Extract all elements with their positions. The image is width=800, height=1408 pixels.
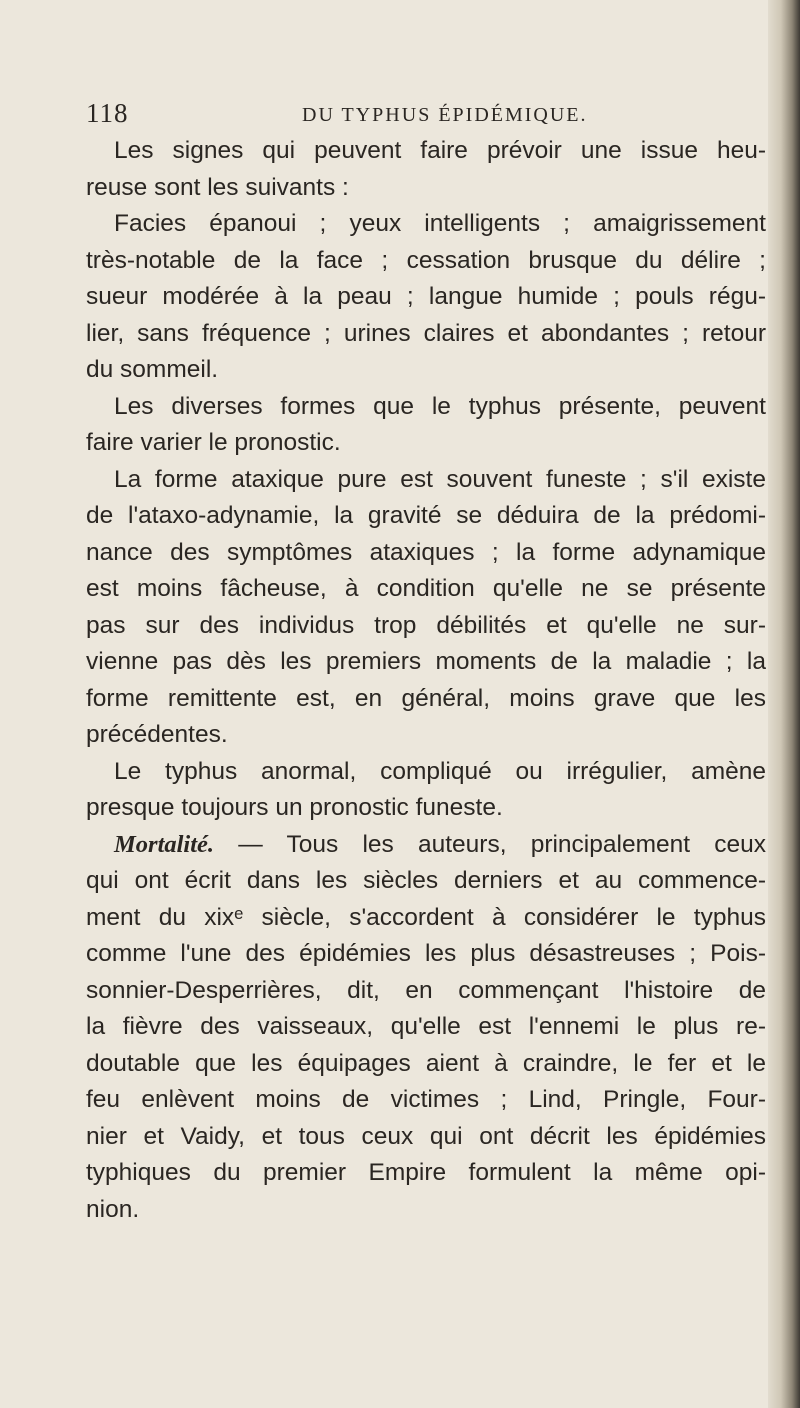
text-line-content: comme l'une des épidémies les plus désastreuses ; Pois-: [86, 940, 766, 967]
text-line: [86, 425, 766, 462]
text-line: [86, 206, 766, 243]
text-line: [86, 170, 766, 207]
text-line: [86, 133, 766, 170]
text-line: [86, 498, 766, 535]
text-line-content: nion.: [86, 1195, 140, 1223]
text-line: [86, 316, 766, 353]
text-line-content: de l'ataxo-adynamie, la gravité se déduira de la prédomi-: [86, 502, 766, 529]
page-header: [86, 98, 766, 138]
text-line: [86, 754, 766, 791]
text-line-content: Les signes qui peuvent faire prévoir une issue heu-: [114, 137, 766, 164]
text-line: [86, 1155, 766, 1192]
text-line-content: La forme ataxique pure est souvent funeste ; s'il existe: [114, 465, 766, 493]
text-line: [86, 389, 766, 426]
text-line-content: faire varier le pronostic.: [86, 429, 341, 456]
text-line-content: reuse sont les suivants :: [86, 173, 349, 201]
text-line: [86, 535, 766, 572]
text-line-content: vienne pas dès les premiers moments de la maladie ; la: [86, 648, 766, 675]
text-line-content: sonnier-Desperrières, dit, en commençant l'histoire de: [86, 976, 766, 1004]
running-head: DU TYPHUS ÉPIDÉMIQUE.: [302, 104, 588, 126]
text-line-content: ment du xixᵉ siècle, s'accordent à considérer le typhus: [86, 903, 766, 931]
text-line-content: — Tous les auteurs, principalement ceux: [214, 830, 766, 858]
text-line: [86, 790, 766, 827]
text-line-content: pas sur des individus trop débilités et qu'elle ne sur-: [86, 611, 766, 639]
text-line-content: feu enlèvent moins de victimes ; Lind, Pringle, Four-: [86, 1086, 766, 1113]
text-line: [86, 352, 766, 389]
text-line-content: sueur modérée à la peau ; langue humide ; pouls régu-: [86, 283, 766, 310]
text-line-content: qui ont écrit dans les siècles derniers et au commence-: [86, 867, 766, 894]
page-number: 118: [86, 98, 129, 128]
text-line-content: précédentes.: [86, 721, 228, 748]
text-line-content: Les diverses formes que le typhus présente, peuvent: [114, 392, 766, 420]
text-line: [86, 863, 766, 900]
text-line-content: Facies épanoui ; yeux intelligents ; amaigrissement: [114, 210, 766, 237]
text-line-content: Le typhus anormal, compliqué ou irrégulier, amène: [114, 757, 766, 785]
section-heading: Mortalité.: [114, 830, 215, 858]
text-line: [86, 462, 766, 499]
text-line: [86, 1082, 766, 1119]
text-line: [86, 681, 766, 718]
text-line: [86, 571, 766, 608]
text-line: [86, 1046, 766, 1083]
text-line: [86, 717, 766, 754]
book-spine-shadow: [768, 0, 800, 1408]
text-line: [86, 1119, 766, 1156]
text-line: [86, 644, 766, 681]
text-line-content: presque toujours un pronostic funeste.: [86, 794, 503, 821]
text-line-content: du sommeil.: [86, 356, 219, 383]
text-line-content: très-notable de la face ; cessation brusque du délire ;: [86, 246, 766, 274]
text-line: [86, 1009, 766, 1046]
text-line: [86, 1192, 766, 1229]
text-line-content: typhiques du premier Empire formulent la même opi-: [86, 1159, 766, 1186]
text-line: [86, 243, 766, 280]
text-line: [86, 608, 766, 645]
text-line-content: lier, sans fréquence ; urines claires et abondantes ; retour: [86, 319, 766, 347]
text-line-content: est moins fâcheuse, à condition qu'elle ne se présente: [86, 575, 766, 602]
text-line: [86, 827, 766, 864]
text-line-content: forme remittente est, en général, moins grave que les: [86, 684, 766, 712]
text-line: [86, 279, 766, 316]
text-line-content: doutable que les équipages aient à craindre, le fer et le: [86, 1049, 766, 1077]
text-line: [86, 973, 766, 1010]
text-line: [86, 900, 766, 937]
text-line: [86, 936, 766, 973]
body-text: [86, 133, 766, 1228]
text-line-content: nier et Vaidy, et tous ceux qui ont décrit les épidémies: [86, 1122, 766, 1150]
text-line-content: nance des symptômes ataxiques ; la forme adynamique: [86, 538, 766, 566]
text-line-content: la fièvre des vaisseaux, qu'elle est l'ennemi le plus re-: [86, 1013, 766, 1040]
